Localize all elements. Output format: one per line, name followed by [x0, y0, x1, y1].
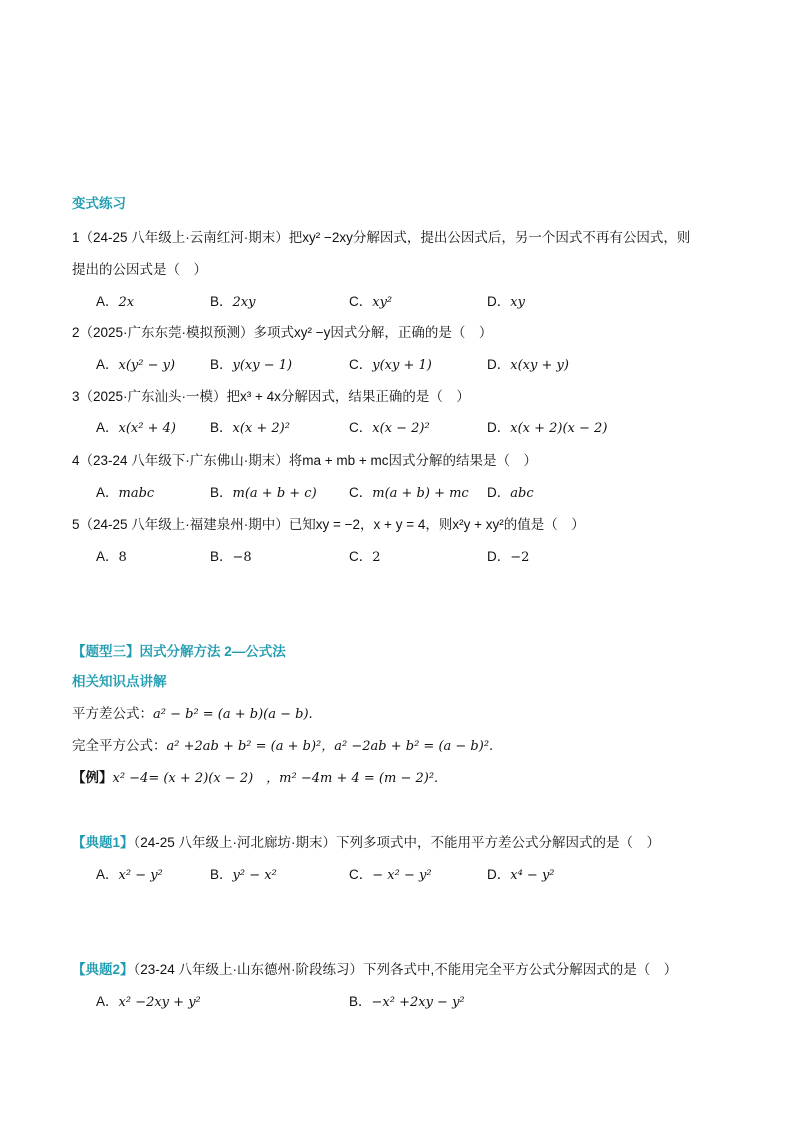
question-5-line1: 5（24-25 八年级上·福建泉州·期中）已知xy = −2，x + y = 4，则x²y + xy²的值是（ ） — [72, 517, 585, 532]
q2-option-a: A．x(y² − y) — [96, 357, 176, 373]
q5-option-a: A．8 — [96, 549, 127, 565]
question-1-line2: 提出的公因式是（ ） — [72, 262, 207, 277]
q3-option-c: C．x(x − 2)² — [349, 420, 430, 436]
t1-option-c: C．− x² − y² — [349, 867, 432, 883]
example-line: 【例】x² −4= (x + 2)(x − 2) ，m² −4m + 4 = (m − 2)². — [72, 770, 439, 786]
q4-option-b: B．m(a + b + c) — [210, 485, 317, 501]
q2-option-b: B．y(xy − 1) — [210, 357, 293, 373]
q1-option-b: B．2xy — [210, 294, 256, 310]
q4-option-d: D．abc — [487, 485, 534, 501]
q2-option-d: D．x(xy + y) — [487, 357, 569, 373]
q5-option-d: D．−2 — [487, 549, 530, 565]
q3-option-d: D．x(x + 2)(x − 2) — [487, 420, 608, 436]
q3-option-a: A．x(x² + 4) — [96, 420, 176, 436]
q1-option-d: D．xy — [487, 294, 525, 310]
q1-option-c: C．xy² — [349, 294, 393, 310]
q4-option-c: C．m(a + b) + mc — [349, 485, 469, 501]
t1-option-a: A．x² − y² — [96, 867, 163, 883]
type3-heading: 【题型三】因式分解方法 2—公式法 — [72, 644, 286, 659]
t2-option-b: B．−x² +2xy − y² — [349, 994, 465, 1010]
q1-option-a: A．2x — [96, 294, 135, 310]
section-variant-heading: 变式练习 — [72, 196, 126, 211]
question-2-line1: 2（2025·广东东莞·模拟预测）多项式xy² −y因式分解，正确的是（ ） — [72, 325, 493, 340]
q5-option-b: B．−8 — [210, 549, 252, 565]
q5-option-c: C．2 — [349, 549, 381, 565]
q4-option-a: A．mabc — [96, 485, 155, 501]
q2-option-c: C．y(xy + 1) — [349, 357, 432, 373]
typical-question-1: 【典题1】（24-25 八年级上·河北廊坊·期末）下列多项式中，不能用平方差公式分解因式的是（ ） — [72, 835, 661, 850]
t2-option-a: A．x² −2xy + y² — [96, 994, 201, 1010]
t1-option-d: D．x⁴ − y² — [487, 867, 555, 883]
t1-option-b: B．y² − x² — [210, 867, 277, 883]
question-3-line1: 3（2025·广东汕头·一模）把x³ + 4x分解因式，结果正确的是（ ） — [72, 389, 470, 404]
formula-perfect-square: 完全平方公式：a² +2ab + b² = (a + b)²，a² −2ab + b² = (a − b)². — [72, 738, 494, 754]
formula-difference-of-squares: 平方差公式：a² − b² = (a + b)(a − b). — [72, 706, 313, 722]
knowledge-heading: 相关知识点讲解 — [72, 674, 167, 689]
question-1-line1: 1（24-25 八年级上·云南红河·期末）把xy² −2xy分解因式，提出公因式后，另一个因式不再有公因式，则 — [72, 230, 691, 245]
q3-option-b: B．x(x + 2)² — [210, 420, 290, 436]
question-4-line1: 4（23-24 八年级下·广东佛山·期末）将ma + mb + mc因式分解的结果是（ ） — [72, 453, 538, 468]
typical-question-2: 【典题2】（23-24 八年级上·山东德州·阶段练习）下列各式中,不能用完全平方公式分解因式的是（ ） — [72, 962, 678, 977]
